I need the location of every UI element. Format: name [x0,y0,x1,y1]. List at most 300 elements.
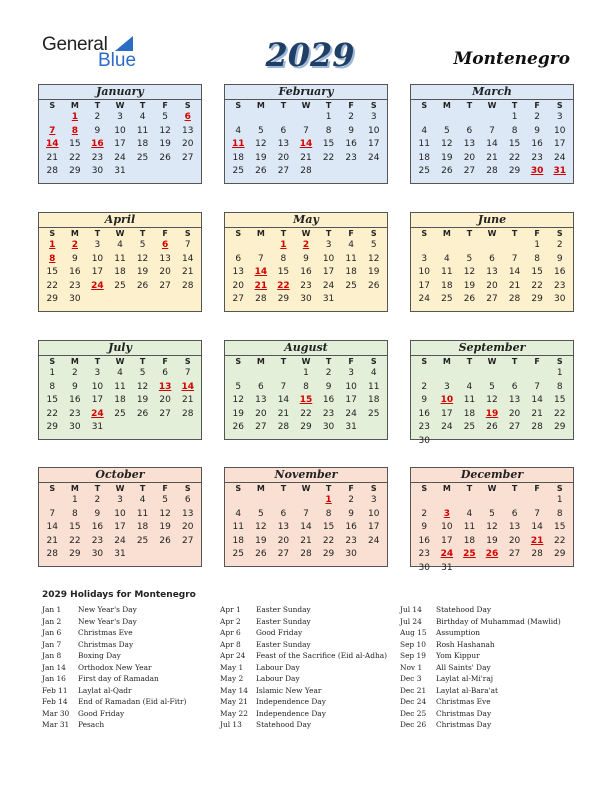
day-cell[interactable]: 5 [139,240,146,250]
day-cell[interactable]: 8 [303,381,309,392]
day-cell[interactable]: 3 [443,381,450,392]
day-cell[interactable]: 12 [136,253,149,264]
day-cell[interactable]: 30 [69,422,81,433]
day-cell[interactable]: 27 [277,166,290,177]
day-cell[interactable]: 28 [300,166,312,177]
day-cell[interactable]: 9 [94,508,101,519]
day-cell[interactable]: 8 [556,508,563,519]
day-cell[interactable]: 3 [94,240,101,250]
day-cell[interactable]: 29 [300,422,312,433]
day-cell[interactable]: 31 [114,166,126,177]
day-cell[interactable]: 25 [232,549,244,560]
holiday-day-cell[interactable]: 3 [443,508,450,519]
day-cell[interactable]: 16 [345,139,357,150]
day-cell[interactable]: 27 [486,294,498,305]
day-cell[interactable]: 15 [508,139,521,150]
day-cell[interactable]: 14 [46,522,58,533]
day-cell[interactable]: 12 [486,395,498,406]
day-cell[interactable]: 18 [441,280,453,291]
day-cell[interactable]: 11 [136,508,149,519]
day-cell[interactable]: 15 [46,395,58,406]
day-cell[interactable]: 4 [117,368,123,378]
day-cell[interactable]: 17 [91,395,104,406]
day-cell[interactable]: 5 [489,381,495,392]
day-cell[interactable]: 18 [136,522,149,533]
day-cell[interactable]: 11 [345,253,357,264]
day-cell[interactable]: 19 [136,395,149,406]
day-cell[interactable]: 19 [463,280,476,291]
day-cell[interactable]: 11 [441,267,453,278]
day-cell[interactable]: 25 [114,408,126,419]
day-cell[interactable]: 17 [322,267,335,278]
day-cell[interactable]: 5 [443,125,450,136]
day-cell[interactable]: 18 [114,395,126,406]
day-cell[interactable]: 11 [114,253,126,264]
day-cell[interactable]: 3 [348,368,354,378]
day-cell[interactable]: 2 [94,495,101,505]
holiday-day-cell[interactable]: 21 [254,280,268,291]
day-cell[interactable]: 26 [441,166,453,177]
day-cell[interactable]: 18 [232,535,244,546]
day-cell[interactable]: 1 [49,368,56,378]
day-cell[interactable]: 20 [181,139,194,150]
day-cell[interactable]: 9 [348,125,354,136]
day-cell[interactable]: 18 [114,267,126,278]
day-cell[interactable]: 13 [277,139,290,150]
day-cell[interactable]: 21 [508,280,521,291]
day-cell[interactable]: 12 [255,522,267,533]
day-cell[interactable]: 28 [531,422,543,433]
day-cell[interactable]: 8 [511,125,518,136]
day-cell[interactable]: 29 [553,422,566,433]
holiday-day-cell[interactable]: 19 [485,408,499,419]
day-cell[interactable]: 31 [345,422,357,433]
day-cell[interactable]: 20 [463,152,476,163]
day-cell[interactable]: 13 [277,522,290,533]
day-cell[interactable]: 13 [508,522,521,533]
day-cell[interactable]: 14 [508,267,521,278]
day-cell[interactable]: 11 [367,381,380,392]
day-cell[interactable]: 17 [441,535,453,546]
day-cell[interactable]: 9 [303,253,309,264]
day-cell[interactable]: 24 [418,294,430,305]
day-cell[interactable]: 16 [300,267,312,278]
day-cell[interactable]: 4 [421,125,428,136]
day-cell[interactable]: 15 [69,139,81,150]
day-cell[interactable]: 11 [114,381,126,392]
day-cell[interactable]: 28 [531,549,543,560]
day-cell[interactable]: 5 [370,240,377,250]
day-cell[interactable]: 8 [325,508,332,519]
day-cell[interactable]: 20 [232,280,244,291]
day-cell[interactable]: 26 [232,422,244,433]
day-cell[interactable]: 30 [418,435,430,446]
day-cell[interactable]: 4 [117,240,123,250]
day-cell[interactable]: 17 [367,139,380,150]
day-cell[interactable]: 23 [69,280,81,291]
day-cell[interactable]: 29 [46,422,58,433]
day-cell[interactable]: 3 [117,112,123,122]
day-cell[interactable]: 21 [300,535,312,546]
holiday-day-cell[interactable]: 7 [49,125,56,136]
day-cell[interactable]: 22 [531,280,543,291]
day-cell[interactable]: 11 [463,522,476,533]
day-cell[interactable]: 22 [46,408,58,419]
day-cell[interactable]: 8 [49,381,56,392]
day-cell[interactable]: 20 [159,395,171,406]
day-cell[interactable]: 23 [69,408,81,419]
holiday-day-cell[interactable]: 30 [530,166,544,177]
day-cell[interactable]: 4 [235,125,242,136]
day-cell[interactable]: 26 [255,549,267,560]
day-cell[interactable]: 30 [345,549,357,560]
day-cell[interactable]: 25 [367,408,380,419]
day-cell[interactable]: 16 [69,267,81,278]
day-cell[interactable]: 26 [159,535,171,546]
holiday-day-cell[interactable]: 2 [302,240,310,250]
day-cell[interactable]: 27 [232,294,244,305]
holiday-day-cell[interactable]: 6 [162,240,169,250]
day-cell[interactable]: 20 [159,267,171,278]
day-cell[interactable]: 19 [367,267,380,278]
day-cell[interactable]: 1 [71,495,78,505]
day-cell[interactable]: 27 [508,422,521,433]
day-cell[interactable]: 2 [556,240,563,250]
day-cell[interactable]: 6 [235,253,242,264]
day-cell[interactable]: 27 [508,549,521,560]
day-cell[interactable]: 26 [136,280,149,291]
day-cell[interactable]: 8 [534,253,540,264]
day-cell[interactable]: 2 [94,112,101,122]
holiday-day-cell[interactable]: 6 [184,112,191,122]
day-cell[interactable]: 20 [486,280,498,291]
day-cell[interactable]: 19 [159,522,171,533]
day-cell[interactable]: 15 [277,267,290,278]
day-cell[interactable]: 5 [489,508,495,519]
day-cell[interactable]: 3 [117,495,123,505]
day-cell[interactable]: 19 [486,535,498,546]
day-cell[interactable]: 21 [531,408,543,419]
day-cell[interactable]: 20 [277,152,290,163]
day-cell[interactable]: 9 [71,253,78,264]
day-cell[interactable]: 26 [486,422,498,433]
day-cell[interactable]: 29 [69,549,81,560]
day-cell[interactable]: 27 [159,280,171,291]
day-cell[interactable]: 19 [255,152,267,163]
day-cell[interactable]: 6 [511,381,518,392]
day-cell[interactable]: 19 [441,152,453,163]
day-cell[interactable]: 17 [345,395,357,406]
day-cell[interactable]: 16 [531,139,543,150]
day-cell[interactable]: 10 [367,125,380,136]
day-cell[interactable]: 10 [322,253,335,264]
holiday-day-cell[interactable]: 13 [158,381,172,392]
day-cell[interactable]: 1 [511,112,518,122]
day-cell[interactable]: 25 [136,535,149,546]
day-cell[interactable]: 21 [277,408,290,419]
day-cell[interactable]: 28 [508,294,521,305]
day-cell[interactable]: 3 [370,495,377,505]
holiday-day-cell[interactable]: 10 [440,395,454,406]
day-cell[interactable]: 23 [531,152,543,163]
day-cell[interactable]: 10 [91,253,104,264]
day-cell[interactable]: 26 [136,408,149,419]
day-cell[interactable]: 15 [69,522,81,533]
day-cell[interactable]: 23 [91,535,104,546]
holiday-day-cell[interactable]: 14 [299,139,313,150]
day-cell[interactable]: 10 [418,267,430,278]
day-cell[interactable]: 29 [553,549,566,560]
day-cell[interactable]: 30 [418,562,430,573]
day-cell[interactable]: 10 [345,381,357,392]
day-cell[interactable]: 8 [71,508,78,519]
day-cell[interactable]: 16 [553,267,566,278]
day-cell[interactable]: 25 [418,166,430,177]
day-cell[interactable]: 19 [136,267,149,278]
holiday-day-cell[interactable]: 14 [254,267,268,278]
day-cell[interactable]: 17 [553,139,566,150]
day-cell[interactable]: 2 [421,508,428,519]
day-cell[interactable]: 18 [136,139,149,150]
day-cell[interactable]: 5 [257,125,264,136]
day-cell[interactable]: 22 [69,535,81,546]
day-cell[interactable]: 6 [162,368,168,378]
day-cell[interactable]: 6 [466,125,473,136]
day-cell[interactable]: 21 [181,395,194,406]
day-cell[interactable]: 28 [255,294,267,305]
holiday-day-cell[interactable]: 1 [71,112,78,122]
day-cell[interactable]: 5 [235,381,242,392]
day-cell[interactable]: 16 [418,408,430,419]
day-cell[interactable]: 17 [441,408,453,419]
day-cell[interactable]: 22 [322,152,335,163]
day-cell[interactable]: 23 [345,152,357,163]
day-cell[interactable]: 13 [159,253,171,264]
day-cell[interactable]: 7 [257,253,264,264]
day-cell[interactable]: 5 [257,508,264,519]
day-cell[interactable]: 31 [322,294,335,305]
day-cell[interactable]: 4 [235,508,242,519]
day-cell[interactable]: 15 [322,522,335,533]
day-cell[interactable]: 27 [463,166,476,177]
day-cell[interactable]: 7 [184,240,191,250]
day-cell[interactable]: 1 [556,368,563,378]
day-cell[interactable]: 13 [463,139,476,150]
day-cell[interactable]: 24 [367,535,380,546]
day-cell[interactable]: 7 [534,508,540,519]
day-cell[interactable]: 27 [159,408,171,419]
holiday-day-cell[interactable]: 14 [46,139,59,150]
day-cell[interactable]: 10 [91,381,104,392]
day-cell[interactable]: 11 [232,522,244,533]
day-cell[interactable]: 12 [441,139,453,150]
day-cell[interactable]: 15 [553,395,566,406]
day-cell[interactable]: 8 [280,253,287,264]
day-cell[interactable]: 18 [463,535,476,546]
day-cell[interactable]: 9 [421,395,428,406]
holiday-day-cell[interactable]: 8 [49,253,56,264]
day-cell[interactable]: 22 [508,152,521,163]
day-cell[interactable]: 1 [325,112,332,122]
day-cell[interactable]: 15 [322,139,335,150]
holiday-day-cell[interactable]: 1 [49,240,56,250]
day-cell[interactable]: 2 [71,368,78,378]
day-cell[interactable]: 25 [345,280,357,291]
day-cell[interactable]: 20 [255,408,267,419]
day-cell[interactable]: 12 [463,267,476,278]
day-cell[interactable]: 25 [114,280,126,291]
day-cell[interactable]: 18 [418,152,430,163]
day-cell[interactable]: 13 [181,508,194,519]
day-cell[interactable]: 27 [277,549,290,560]
holiday-day-cell[interactable]: 15 [299,395,313,406]
day-cell[interactable]: 29 [69,166,81,177]
day-cell[interactable]: 5 [162,112,168,122]
day-cell[interactable]: 28 [181,408,194,419]
day-cell[interactable]: 10 [367,508,380,519]
brand-logo[interactable] [42,34,142,74]
day-cell[interactable]: 16 [91,522,104,533]
day-cell[interactable]: 30 [322,422,335,433]
day-cell[interactable]: 28 [277,422,290,433]
day-cell[interactable]: 2 [348,112,354,122]
day-cell[interactable]: 30 [91,549,104,560]
day-cell[interactable]: 3 [94,368,101,378]
day-cell[interactable]: 9 [325,381,332,392]
day-cell[interactable]: 5 [466,253,473,264]
day-cell[interactable]: 30 [69,294,81,305]
day-cell[interactable]: 17 [114,139,126,150]
day-cell[interactable]: 22 [300,408,312,419]
holiday-day-cell[interactable]: 22 [277,280,290,291]
day-cell[interactable]: 2 [348,495,354,505]
day-cell[interactable]: 25 [463,422,476,433]
holiday-day-cell[interactable]: 24 [440,549,454,560]
day-cell[interactable]: 3 [370,112,377,122]
day-cell[interactable]: 16 [69,395,81,406]
holiday-day-cell[interactable]: 31 [553,166,566,177]
day-cell[interactable]: 29 [322,549,335,560]
day-cell[interactable]: 19 [232,408,244,419]
day-cell[interactable]: 7 [280,381,287,392]
day-cell[interactable]: 4 [443,253,450,264]
day-cell[interactable]: 13 [508,395,521,406]
day-cell[interactable]: 12 [159,508,171,519]
day-cell[interactable]: 14 [486,139,498,150]
day-cell[interactable]: 21 [300,152,312,163]
day-cell[interactable]: 17 [367,522,380,533]
day-cell[interactable]: 12 [232,395,244,406]
day-cell[interactable]: 12 [136,381,149,392]
day-cell[interactable]: 24 [114,152,126,163]
day-cell[interactable]: 15 [553,522,566,533]
day-cell[interactable]: 5 [139,368,146,378]
day-cell[interactable]: 23 [91,152,104,163]
day-cell[interactable]: 25 [441,294,453,305]
day-cell[interactable]: 25 [136,152,149,163]
day-cell[interactable]: 30 [300,294,312,305]
day-cell[interactable]: 20 [508,408,521,419]
day-cell[interactable]: 31 [441,562,453,573]
day-cell[interactable]: 4 [466,508,473,519]
day-cell[interactable]: 13 [181,125,194,136]
day-cell[interactable]: 28 [486,166,498,177]
day-cell[interactable]: 2 [325,368,332,378]
day-cell[interactable]: 9 [94,125,101,136]
day-cell[interactable]: 28 [300,549,312,560]
day-cell[interactable]: 18 [463,408,476,419]
day-cell[interactable]: 28 [46,549,58,560]
day-cell[interactable]: 8 [325,125,332,136]
day-cell[interactable]: 27 [255,422,267,433]
day-cell[interactable]: 29 [46,294,58,305]
day-cell[interactable]: 7 [184,368,191,378]
day-cell[interactable]: 22 [46,280,58,291]
day-cell[interactable]: 7 [49,508,56,519]
day-cell[interactable]: 4 [348,240,354,250]
day-cell[interactable]: 15 [531,267,543,278]
day-cell[interactable]: 12 [255,139,267,150]
day-cell[interactable]: 17 [91,267,104,278]
day-cell[interactable]: 28 [46,166,58,177]
day-cell[interactable]: 27 [181,535,194,546]
day-cell[interactable]: 10 [441,522,453,533]
day-cell[interactable]: 20 [181,522,194,533]
day-cell[interactable]: 3 [556,112,563,122]
day-cell[interactable]: 22 [553,408,566,419]
day-cell[interactable]: 29 [508,166,521,177]
day-cell[interactable]: 7 [489,125,495,136]
day-cell[interactable]: 15 [46,267,58,278]
day-cell[interactable]: 24 [114,535,126,546]
day-cell[interactable]: 6 [257,381,264,392]
day-cell[interactable]: 6 [184,495,191,505]
day-cell[interactable]: 1 [534,240,540,250]
day-cell[interactable]: 9 [556,253,563,264]
day-cell[interactable]: 26 [463,294,476,305]
day-cell[interactable]: 31 [91,422,104,433]
day-cell[interactable]: 20 [508,535,521,546]
day-cell[interactable]: 14 [531,522,543,533]
day-cell[interactable]: 31 [114,549,126,560]
day-cell[interactable]: 25 [232,166,244,177]
day-cell[interactable]: 4 [466,381,473,392]
day-cell[interactable]: 17 [418,280,430,291]
day-cell[interactable]: 29 [277,294,290,305]
holiday-day-cell[interactable]: 24 [91,408,104,419]
day-cell[interactable]: 3 [325,240,332,250]
day-cell[interactable]: 24 [441,422,453,433]
day-cell[interactable]: 5 [162,495,168,505]
day-cell[interactable]: 22 [322,535,335,546]
day-cell[interactable]: 14 [531,395,543,406]
day-cell[interactable]: 8 [556,381,563,392]
day-cell[interactable]: 13 [486,267,498,278]
day-cell[interactable]: 27 [181,152,194,163]
day-cell[interactable]: 21 [181,267,194,278]
day-cell[interactable]: 23 [553,280,566,291]
holiday-day-cell[interactable]: 2 [71,240,78,250]
day-cell[interactable]: 11 [463,395,476,406]
day-cell[interactable]: 24 [322,280,335,291]
holiday-day-cell[interactable]: 16 [91,139,104,150]
day-cell[interactable]: 2 [421,381,428,392]
day-cell[interactable]: 18 [232,152,244,163]
holiday-day-cell[interactable]: 1 [280,240,287,250]
day-cell[interactable]: 21 [46,535,58,546]
day-cell[interactable]: 16 [418,535,430,546]
day-cell[interactable]: 18 [345,267,357,278]
